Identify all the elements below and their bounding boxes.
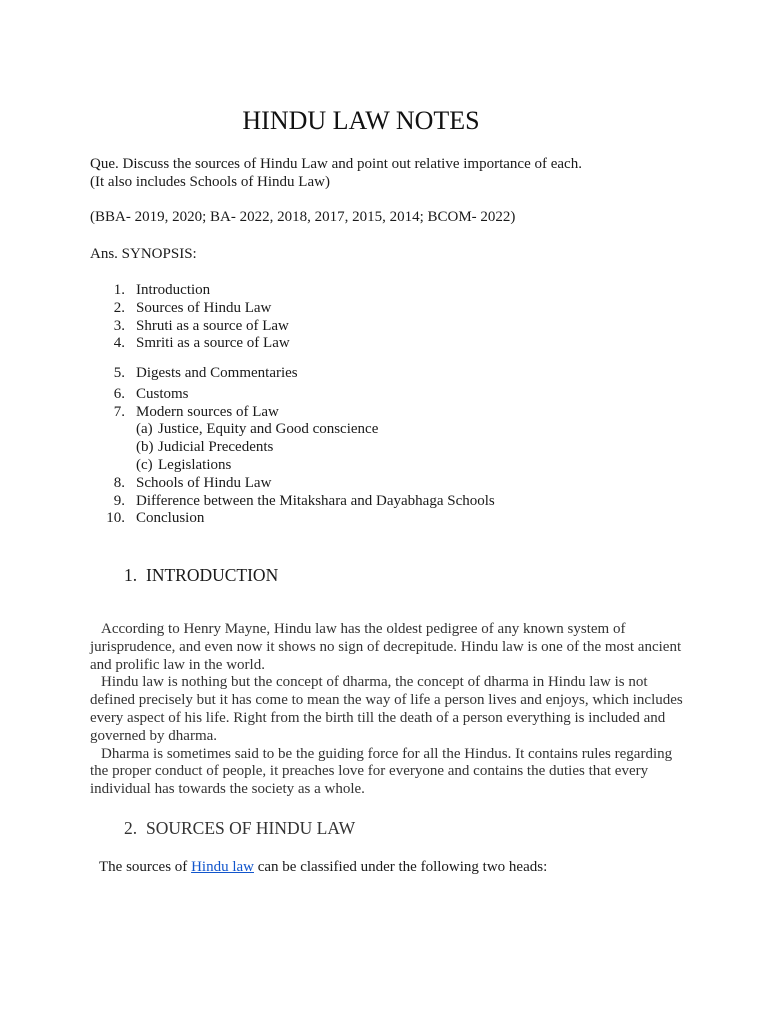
exam-years: (BBA- 2019, 2020; BA- 2022, 2018, 2017, 2015, 2014; BCOM- 2022): [90, 209, 516, 225]
synopsis-subitem: (b) Judicial Precedents: [136, 439, 274, 456]
section-heading-sources: 2. SOURCES OF HINDU LAW: [124, 818, 356, 838]
question-line-1: Que. Discuss the sources of Hindu Law and point out relative importance of each.: [90, 156, 582, 172]
synopsis-subitem: (c) Legislations: [136, 456, 232, 473]
synopsis-item: 3. Shruti as a source of Law: [113, 317, 289, 334]
sources-intro: The sources of Hindu law can be classified under the following two heads:: [99, 859, 548, 875]
paragraph: Dharma is sometimes said to be the guiding force for all the Hindus. It contains rules regarding the proper conduct of people, it preaches love for everyone and contains the duties that every individual has towards the society as a whole.: [90, 745, 673, 798]
synopsis-item: 10. Conclusion: [106, 510, 205, 527]
synopsis-item: 9. Difference between the Mitakshara and Dayabhaga Schools: [113, 492, 495, 509]
question-line-2: (It also includes Schools of Hindu Law): [90, 174, 330, 190]
synopsis-item: 8. Schools of Hindu Law: [113, 474, 272, 491]
synopsis-item: 5. Digests and Commentaries: [113, 365, 298, 381]
answer-synopsis-label: Ans. SYNOPSIS:: [90, 246, 197, 262]
synopsis-item: 1. Introduction: [113, 282, 211, 298]
document-title: HINDU LAW NOTES: [242, 106, 480, 135]
synopsis-item: 2. Sources of Hindu Law: [113, 299, 272, 316]
section-heading-introduction: 1. INTRODUCTION: [124, 565, 279, 585]
synopsis-item: 6. Customs: [113, 385, 189, 402]
paragraph: Hindu law is nothing but the concept of dharma, the concept of dharma in Hindu law is not defined precisely but it has come to mean the way of life a person lives and enjoys, which includes every aspect of his life. Right from the birth till the death of a person everything is included and governed by dharma.: [90, 674, 683, 744]
synopsis-item: 4. Smriti as a source of Law: [113, 335, 290, 352]
synopsis-list-part-2: [90, 365, 495, 528]
synopsis-subitem: (a) Justice, Equity and Good conscience: [136, 421, 379, 438]
synopsis-list-part-1: [90, 282, 290, 353]
introduction-body: [90, 621, 690, 799]
paragraph: According to Henry Mayne, Hindu law has the oldest pedigree of any known system of jurisprudence, and even now it shows no sign of decrepitude. Hindu law is one of the most ancient and prolific law in the world.: [90, 621, 682, 673]
synopsis-item: 7. Modern sources of Law: [113, 403, 279, 420]
hindu-law-link[interactable]: Hindu law: [191, 859, 254, 875]
